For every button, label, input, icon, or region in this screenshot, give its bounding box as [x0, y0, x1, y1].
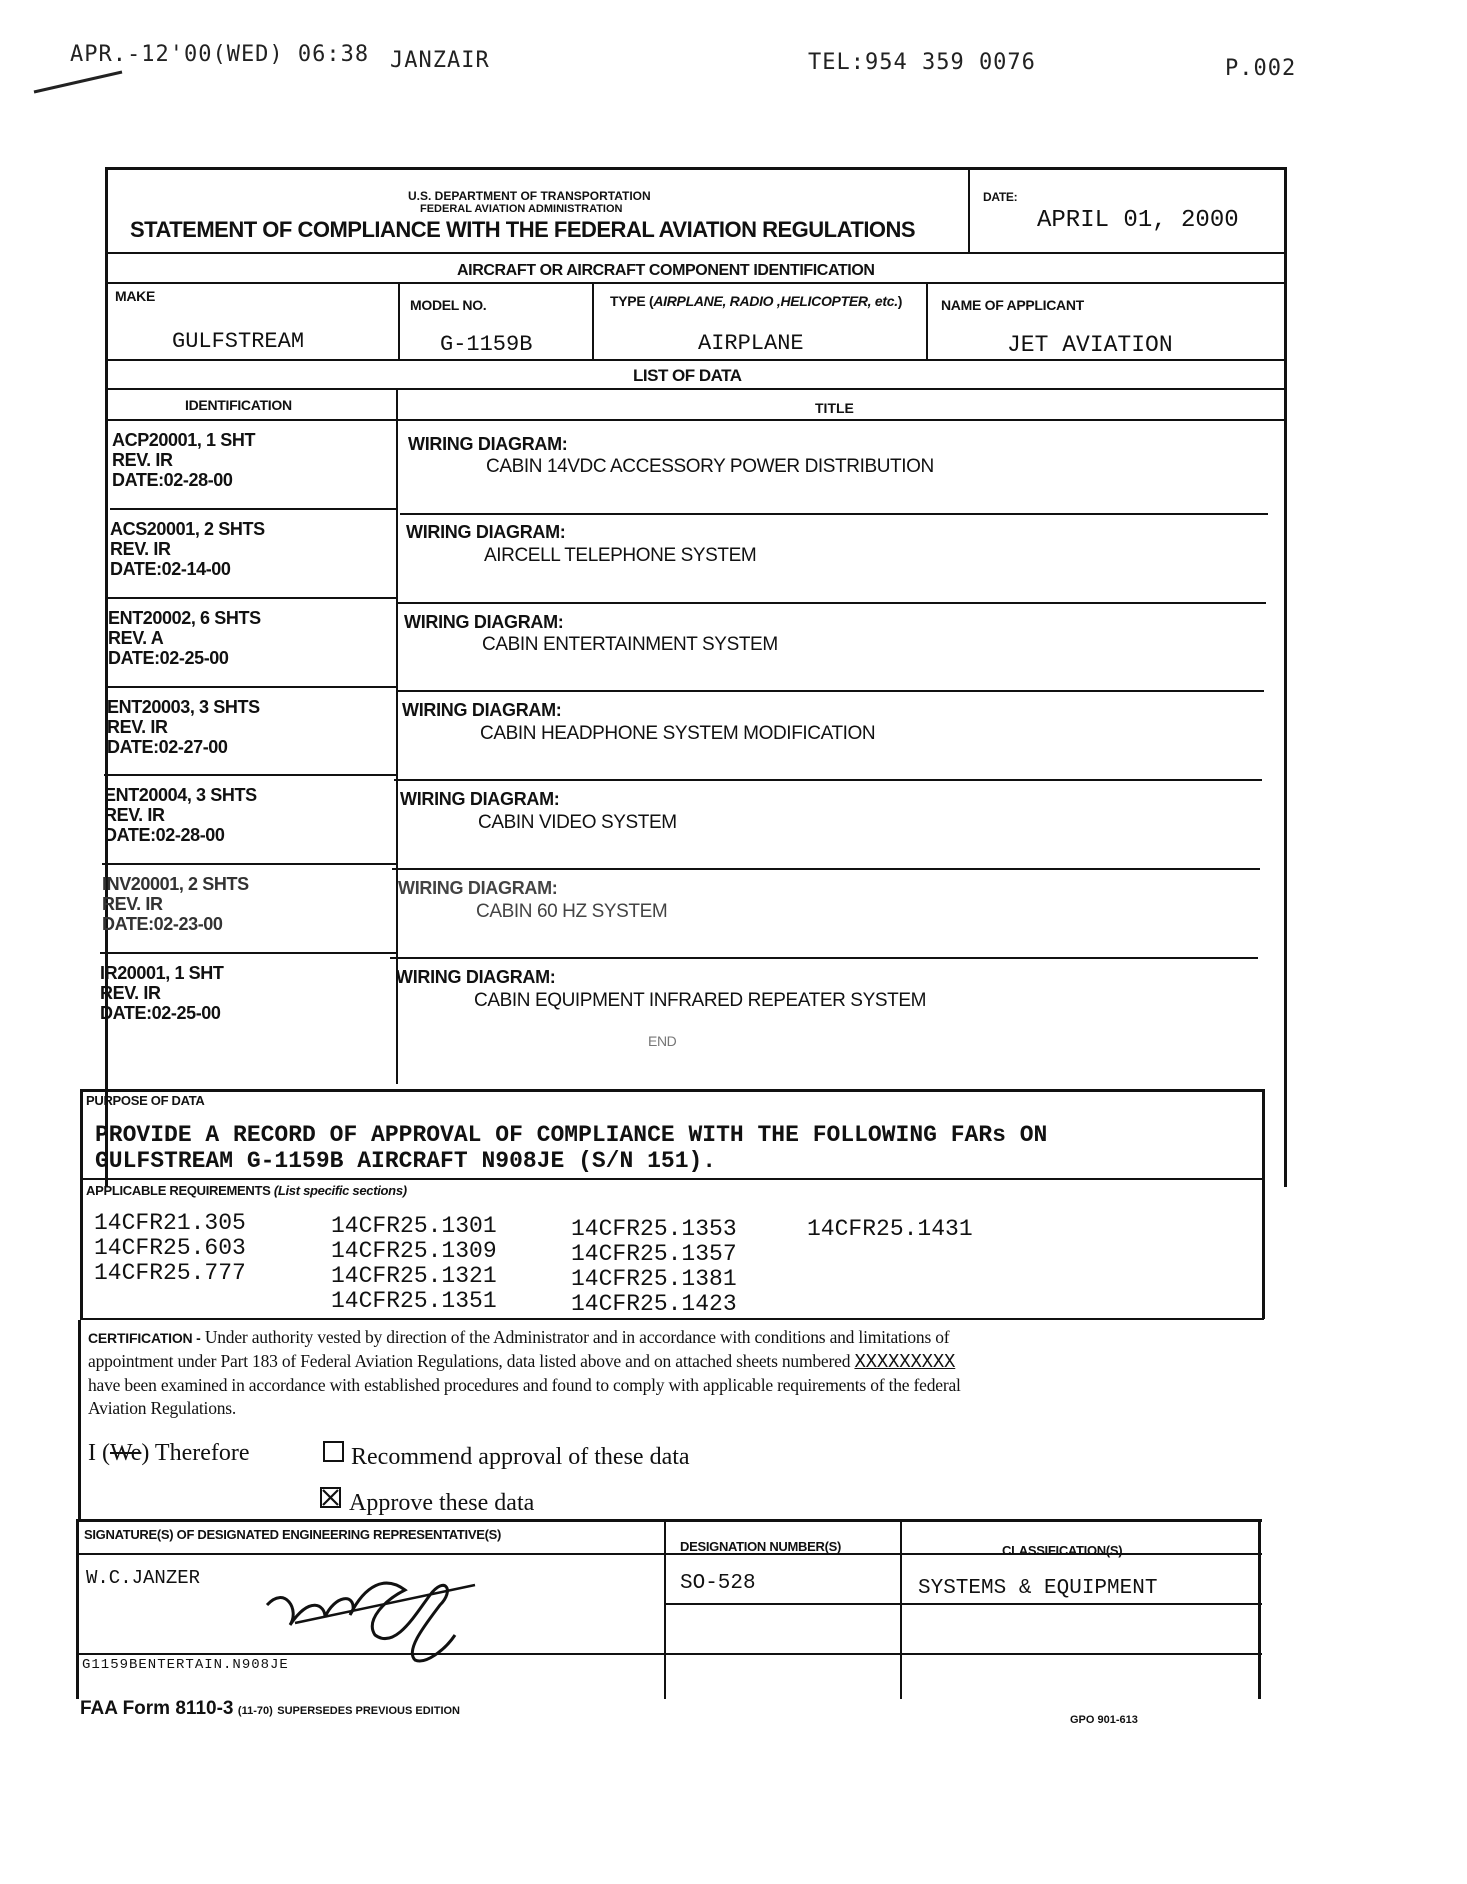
designation-label: DESIGNATION NUMBER(S): [680, 1539, 842, 1554]
representative-name: W.C.JANZER: [86, 1567, 201, 1589]
row-title-name: CABIN HEADPHONE SYSTEM MODIFICATION: [480, 723, 876, 744]
requirements-col-3: [571, 1217, 737, 1317]
purpose-label: PURPOSE OF DATA: [86, 1093, 205, 1108]
fax-tel: TEL:954 359 0076: [808, 50, 1036, 75]
fax-datetime: APR.-12'00(WED) 06:38: [70, 42, 370, 67]
file-reference: G1159BENTERTAIN.N908JE: [82, 1657, 289, 1673]
fax-page: P.002: [1225, 56, 1297, 81]
requirement-item: 14CFR25.1431: [807, 1216, 973, 1242]
designation-number: SO-528: [680, 1572, 756, 1595]
requirement-item: 14CFR25.1423: [571, 1291, 737, 1317]
approve-label: Approve these data: [349, 1490, 535, 1516]
row-title-type: WIRING DIAGRAM:: [400, 789, 560, 809]
row-identification: ENT20004, 3 SHTS REV. IR DATE:02-28-00: [104, 785, 257, 845]
row-title-name: CABIN EQUIPMENT INFRARED REPEATER SYSTEM: [474, 990, 927, 1011]
fax-sender: JANZAIR: [390, 48, 490, 73]
row-identification: ENT20003, 3 SHTS REV. IR DATE:02-27-00: [107, 697, 260, 757]
row-title-type: WIRING DIAGRAM:: [396, 967, 556, 987]
certification-text: CERTIFICATION - Under authority vested by direction of the Administrator and in accordance with conditions and limitations of appointment under Part 183 of Federal Aviation Regulations, data listed above and on attached sheets numbered XXXXXXXXX have been examined in accordance with established procedures and found to comply with applicable requirements of the federal Aviation Regulations.: [88, 1327, 961, 1418]
i-we-therefore: I (We) Therefore: [88, 1440, 250, 1466]
row-title-type: WIRING DIAGRAM:: [406, 522, 566, 542]
list-of-data-heading: LIST OF DATA: [633, 366, 742, 385]
agency-line-1: U.S. DEPARTMENT OF TRANSPORTATION: [408, 189, 651, 203]
pen-mark-icon: [30, 60, 130, 100]
purpose-line-1: PROVIDE A RECORD OF APPROVAL OF COMPLIANCE WITH THE FOLLOWING FARs ON: [95, 1122, 1048, 1148]
gpo-number: GPO 901-613: [1070, 1714, 1138, 1726]
recommend-label: Recommend approval of these data: [351, 1444, 690, 1470]
row-title-name: CABIN 14VDC ACCESSORY POWER DISTRIBUTION: [486, 456, 934, 477]
date-value: APRIL 01, 2000: [1037, 207, 1239, 234]
approve-checkbox[interactable]: [320, 1487, 341, 1508]
purpose-line-2: GULFSTREAM G-1159B AIRCRAFT N908JE (S/N 151).: [95, 1148, 717, 1174]
row-title-type: WIRING DIAGRAM:: [408, 434, 568, 454]
row-title-name: CABIN 60 HZ SYSTEM: [476, 901, 668, 922]
requirements-col-2: [331, 1214, 497, 1314]
handwritten-signature-icon: [255, 1555, 485, 1665]
row-identification: ACP20001, 1 SHT REV. IR DATE:02-28-00: [112, 430, 256, 490]
end-mark: END: [648, 1033, 677, 1049]
row-identification: ENT20002, 6 SHTS REV. A DATE:02-25-00: [108, 608, 261, 668]
requirements-col-1: [94, 1211, 246, 1286]
signature-label: SIGNATURE(S) OF DESIGNATED ENGINEERING REPRESENTATIVE(S): [84, 1527, 502, 1542]
col-identification: IDENTIFICATION: [185, 397, 292, 413]
applicant-value: JET AVIATION: [1007, 332, 1173, 358]
recommend-checkbox[interactable]: [323, 1441, 344, 1462]
requirements-col-4: [807, 1217, 973, 1242]
row-title-type: WIRING DIAGRAM:: [402, 700, 562, 720]
model-label: MODEL NO.: [410, 297, 487, 313]
row-title-type: WIRING DIAGRAM:: [404, 612, 564, 632]
requirement-item: 14CFR25.1357: [571, 1241, 737, 1267]
checkbox-x-icon: [322, 1489, 339, 1506]
requirement-item: 14CFR25.1321: [331, 1263, 497, 1289]
applicant-label: NAME OF APPLICANT: [941, 297, 1084, 313]
row-identification: ACS20001, 2 SHTS REV. IR DATE:02-14-00: [110, 519, 265, 579]
model-value: G-1159B: [440, 332, 533, 357]
requirement-item: 14CFR25.1301: [331, 1213, 497, 1239]
requirement-item: 14CFR25.1353: [571, 1216, 737, 1242]
row-title-name: CABIN VIDEO SYSTEM: [478, 812, 677, 833]
form-footer: FAA Form 8110-3 (11-70) SUPERSEDES PREVIOUS EDITION: [80, 1698, 460, 1719]
type-label: TYPE (AIRPLANE, RADIO ,HELICOPTER, etc.): [610, 293, 903, 309]
make-value: GULFSTREAM: [172, 329, 305, 354]
form-title: STATEMENT OF COMPLIANCE WITH THE FEDERAL AVIATION REGULATIONS: [130, 217, 916, 242]
agency-line-2: FEDERAL AVIATION ADMINISTRATION: [420, 203, 623, 215]
classification-value: SYSTEMS & EQUIPMENT: [918, 1577, 1158, 1600]
row-title-name: AIRCELL TELEPHONE SYSTEM: [484, 545, 757, 566]
requirement-item: 14CFR25.603: [94, 1235, 246, 1261]
requirement-item: 14CFR25.777: [94, 1260, 246, 1286]
requirements-label: APPLICABLE REQUIREMENTS (List specific sections): [86, 1183, 407, 1198]
identification-heading: AIRCRAFT OR AIRCRAFT COMPONENT IDENTIFICATION: [457, 262, 875, 279]
requirement-item: 14CFR25.1381: [571, 1266, 737, 1292]
row-identification: INV20001, 2 SHTS REV. IR DATE:02-23-00: [102, 874, 249, 934]
type-value: AIRPLANE: [698, 331, 804, 356]
row-title-type: WIRING DIAGRAM:: [398, 878, 558, 898]
classification-label: CLASSIFICATION(S): [1002, 1543, 1123, 1558]
requirement-item: 14CFR21.305: [94, 1210, 246, 1236]
requirement-item: 14CFR25.1351: [331, 1288, 497, 1314]
sheets-numbered: XXXXXXXXX: [854, 1351, 956, 1373]
make-label: MAKE: [115, 288, 156, 304]
date-label: DATE:: [983, 190, 1018, 204]
col-title: TITLE: [815, 400, 854, 416]
requirement-item: 14CFR25.1309: [331, 1238, 497, 1264]
row-title-name: CABIN ENTERTAINMENT SYSTEM: [482, 634, 778, 655]
row-identification: IR20001, 1 SHT REV. IR DATE:02-25-00: [100, 963, 224, 1023]
